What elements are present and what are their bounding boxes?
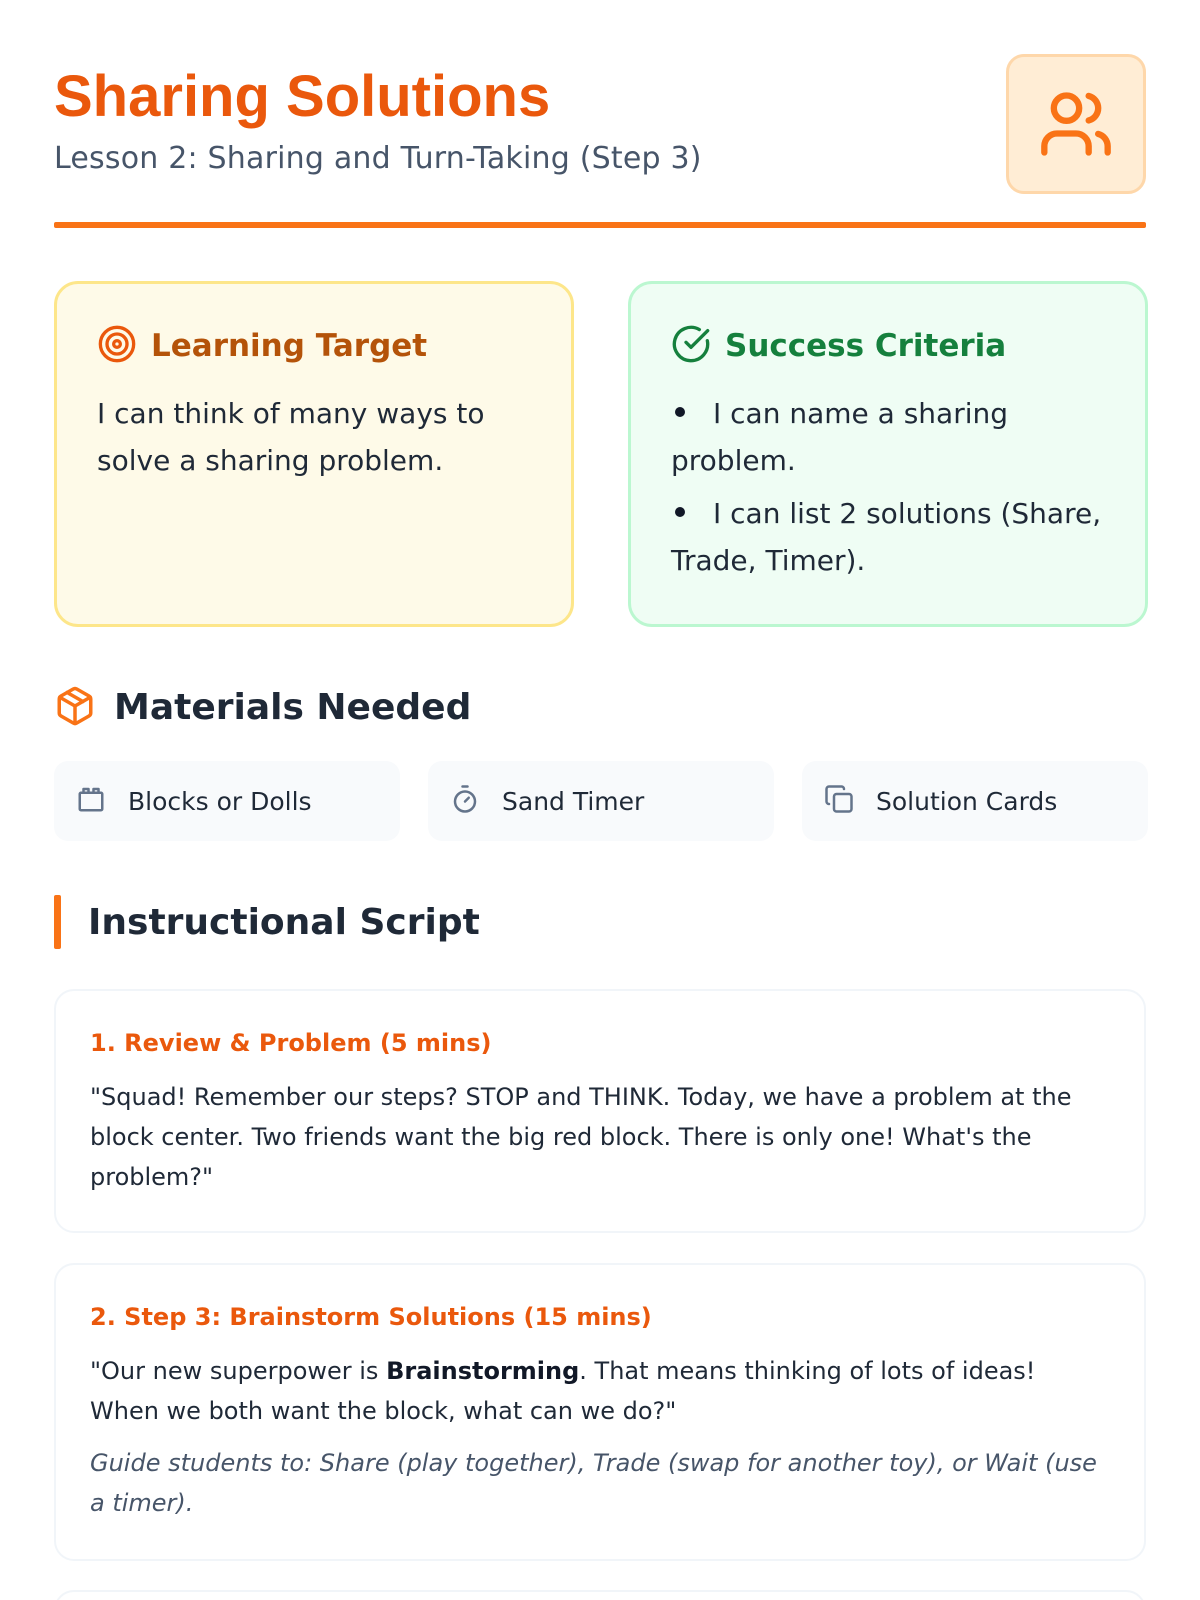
check-circle-icon [671, 324, 711, 368]
bullet-icon [675, 507, 685, 517]
materials-heading: Materials Needed [114, 687, 472, 728]
blocks-icon [76, 784, 106, 818]
success-criteria-list [671, 390, 1105, 584]
step-text-part: . That means thinking of lots of ideas! When we both want the block, what can we do?" [90, 1357, 1036, 1425]
material-item-cards [802, 761, 1148, 841]
box-icon [54, 685, 96, 731]
page-subtitle: Lesson 2: Sharing and Turn-Taking (Step 3) [54, 141, 702, 176]
header-divider [54, 222, 1146, 228]
step-title: 2. Step 3: Brainstorm Solutions (15 mins) [90, 1303, 652, 1331]
step-note: Guide students to: Share (play together), Trade (swap for another toy), or Wait (use a timer). [90, 1449, 1097, 1517]
bullet-icon [675, 407, 685, 417]
script-accent-bar [54, 895, 61, 949]
materials-header [54, 683, 471, 733]
step-text [90, 1351, 1110, 1431]
page-title: Sharing Solutions [54, 64, 551, 129]
timer-icon [450, 784, 480, 818]
material-item-blocks [54, 761, 400, 841]
step-text: "Squad! Remember our steps? STOP and THINK. Today, we have a problem at the block center. Two friends want the big red block. There is only one! What's the problem?" [90, 1083, 1072, 1191]
learning-target-heading: Learning Target [151, 328, 428, 364]
material-label: Solution Cards [876, 786, 1058, 816]
script-step-3 [54, 1590, 1146, 1600]
learning-target-text: I can think of many ways to solve a sharing problem. [97, 397, 485, 477]
success-criteria-card [628, 281, 1148, 627]
list-item [671, 490, 1105, 584]
step-text-part: "Our new superpower is [90, 1357, 387, 1385]
cards-icon [824, 784, 854, 818]
script-heading: Instructional Script [88, 901, 480, 943]
script-header [54, 895, 480, 949]
target-icon [97, 324, 137, 368]
material-label: Blocks or Dolls [128, 786, 312, 816]
script-step-2 [54, 1263, 1146, 1561]
success-criteria-heading: Success Criteria [725, 328, 1007, 364]
material-label: Sand Timer [502, 786, 645, 816]
criteria-text: I can list 2 solutions (Share, Trade, Timer). [671, 497, 1102, 577]
header [54, 50, 1146, 230]
learning-target-card [54, 281, 574, 627]
material-item-timer [428, 761, 774, 841]
step-title: 1. Review & Problem (5 mins) [90, 1029, 492, 1057]
users-icon [1006, 54, 1146, 194]
list-item [671, 390, 1105, 484]
script-step-1 [54, 989, 1146, 1233]
criteria-text: I can name a sharing problem. [671, 397, 1009, 477]
step-text-emphasis: Brainstorming [386, 1357, 580, 1385]
